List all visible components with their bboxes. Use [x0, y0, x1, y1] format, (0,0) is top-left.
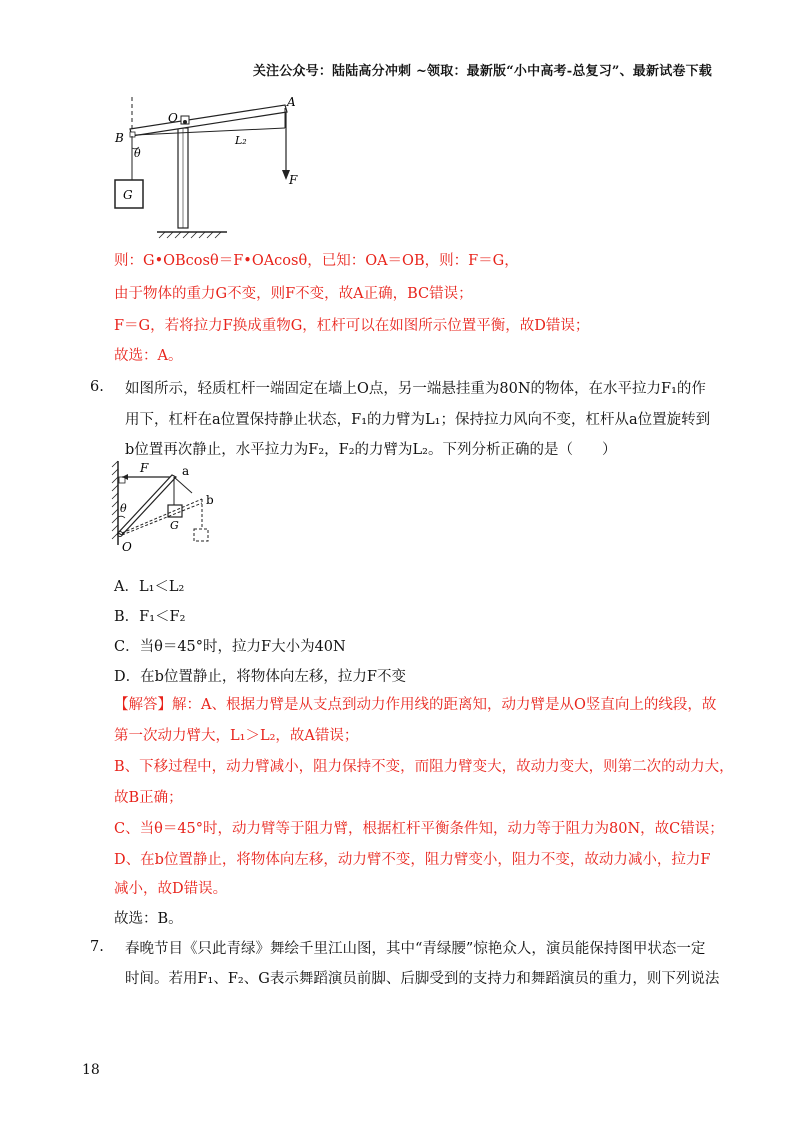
q6-line-3: b位置再次静止，水平拉力为F₂，F₂的力臂为L₂。下列分析正确的是（ ）	[125, 442, 617, 458]
q6-answer-line-7: 减小，故D错误。	[114, 881, 228, 897]
q6-option-d: D．在b位置静止，将物体向左移，拉力F不变	[114, 669, 406, 685]
lever-figure-q5	[105, 92, 315, 240]
label-theta: θ	[120, 502, 127, 515]
q6-option-b: B．F₁＜F₂	[114, 609, 186, 625]
q6-answer-line-6: D、在b位置静止，将物体向左移，动力臂不变，阻力臂变小，阻力不变，故动力减小，拉力F	[114, 852, 711, 868]
label-O: O	[122, 540, 132, 554]
label-F: F	[289, 173, 298, 187]
q6-answer-line-1: 【解答】解：A、根据力臂是从支点到动力作用线的距离知，动力臂是从O竖直向上的线段，故	[114, 697, 717, 713]
sol5-line-4: 故选：A。	[114, 348, 183, 364]
q6-answer-line-4: 故B正确；	[114, 790, 183, 806]
q6-option-c: C．当θ＝45°时，拉力F大小为40N	[114, 639, 346, 655]
sol5-line-2: 由于物体的重力G不变，则F不变，故A正确，BC错误；	[114, 286, 473, 302]
label-L2: L₂	[235, 134, 247, 147]
page-header: 关注公众号：陆陆高分冲刺 ~领取：最新版“小中高考-总复习”、最新试卷下载	[252, 64, 712, 79]
page-number: 18	[82, 1062, 100, 1078]
q6-answer-line-8: 故选：B。	[114, 911, 183, 927]
q6-line-2: 用下，杠杆在a位置保持静止状态，F₁的力臂为L₁；保持拉力风向不变，杠杆从a位置旋转到	[125, 412, 711, 428]
q7-line-1: 春晚节目《只此青绿》舞绘千里江山图，其中“青绿腰”惊艳众人，演员能保持图甲状态一定	[125, 941, 706, 957]
label-G: G	[123, 188, 133, 202]
q6-option-a: A．L₁＜L₂	[114, 579, 185, 595]
label-F: F	[140, 461, 149, 475]
label-O: O	[168, 111, 178, 125]
label-A: A	[287, 95, 296, 109]
q7-line-2: 时间。若用F₁、F₂、G表示舞蹈演员前脚、后脚受到的支持力和舞蹈演员的重力，则下列说法	[125, 971, 720, 987]
q6-answer-line-3: B、下移过程中，动力臂减小，阻力保持不变，而阻力臂变大，故动力变大，则第二次的动力大，	[114, 759, 734, 775]
q6-answer-line-2: 第一次动力臂大，L₁＞L₂，故A错误；	[114, 728, 359, 744]
q7-number: 7.	[90, 939, 104, 955]
q6-line-1: 如图所示，轻质杠杆一端固定在墙上O点，另一端悬挂重为80N的物体，在水平拉力F₁的作	[125, 381, 706, 397]
sol5-line-3: F＝G，若将拉力F换成重物G，杠杆可以在如图所示位置平衡，故D错误；	[114, 318, 590, 334]
label-G: G	[170, 519, 179, 532]
lever-figure-q6	[108, 457, 238, 557]
label-theta: θ	[134, 147, 141, 160]
label-b: b	[206, 493, 214, 507]
q6-answer-line-5: C、当θ＝45°时，动力臂等于阻力臂，根据杠杆平衡条件知，动力等于阻力为80N，故C错误；	[114, 821, 724, 837]
label-B: B	[115, 131, 124, 145]
label-a: a	[182, 464, 190, 478]
sol5-line-1: 则：G•OBcosθ＝F•OAcosθ，已知：OA＝OB，则：F＝G，	[114, 253, 519, 269]
q6-number: 6.	[90, 379, 104, 395]
